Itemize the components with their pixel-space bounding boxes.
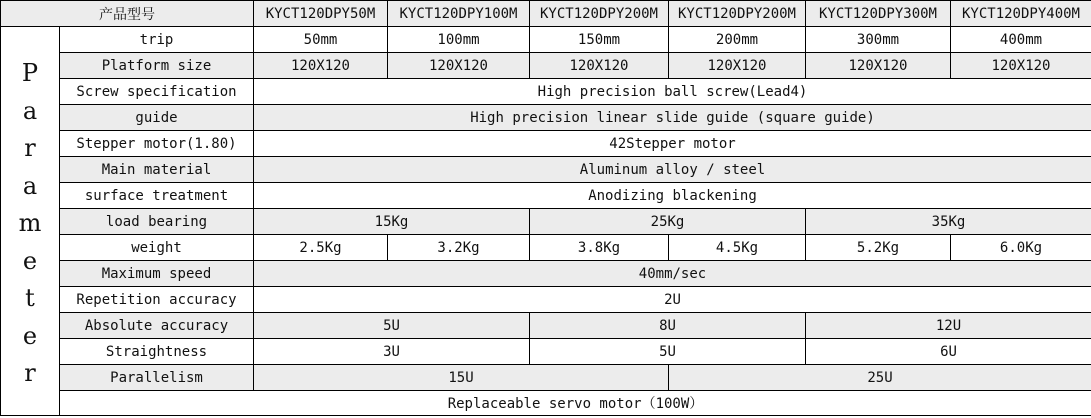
weight-value: 3.2Kg (388, 235, 530, 261)
table-row (1, 27, 1091, 53)
trip-value: 50mm (254, 27, 388, 53)
row-label-trip: trip (60, 27, 254, 53)
guide-value: High precision linear slide guide (square guide) (254, 105, 1091, 131)
row-label-screw: Screw specification (60, 79, 254, 105)
row-label-straightness: Straightness (60, 339, 254, 365)
table-row (1, 313, 1091, 339)
straightness-value: 5U (530, 339, 806, 365)
table-row (1, 53, 1091, 79)
row-label-guide: guide (60, 105, 254, 131)
model-name: KYCT120DPY200M (669, 1, 806, 27)
side-letter: e (22, 321, 38, 350)
trip-value: 300mm (806, 27, 951, 53)
table-row (1, 79, 1091, 105)
straightness-value: 6U (806, 339, 1091, 365)
model-name: KYCT120DPY200M (530, 1, 669, 27)
table-row (1, 235, 1091, 261)
side-letter: P (21, 59, 39, 87)
straightness-value: 3U (254, 339, 530, 365)
repetition-accuracy-value: 2U (254, 287, 1091, 313)
table-row (1, 131, 1091, 157)
weight-value: 2.5Kg (254, 235, 388, 261)
trip-value: 150mm (530, 27, 669, 53)
surface-treatment-value: Anodizing blackening (254, 183, 1091, 209)
main-material-value: Aluminum alloy / steel (254, 157, 1091, 183)
side-letter: a (22, 96, 38, 125)
maximum-speed-value: 40mm/sec (254, 261, 1091, 287)
side-letter: t (25, 284, 35, 312)
table-row (1, 261, 1091, 287)
table-row (1, 365, 1091, 391)
row-label-platform-size: Platform size (60, 53, 254, 79)
row-label-stepper-motor: Stepper motor(1.80) (60, 131, 254, 157)
side-letter: a (22, 171, 38, 200)
table-row (1, 157, 1091, 183)
table-row (1, 183, 1091, 209)
trip-value: 400mm (951, 27, 1091, 53)
trip-value: 100mm (388, 27, 530, 53)
load-bearing-value: 15Kg (254, 209, 530, 235)
header-row (1, 1, 1091, 27)
table-row (1, 339, 1091, 365)
model-header-label: 产品型号 (1, 1, 254, 27)
row-label-absolute-accuracy: Absolute accuracy (60, 313, 254, 339)
table-row (1, 209, 1091, 235)
platform-size-value: 120X120 (388, 53, 530, 79)
row-label-parallelism: Parallelism (60, 365, 254, 391)
stepper-motor-value: 42Stepper motor (254, 131, 1091, 157)
side-letter: e (22, 246, 38, 275)
weight-value: 5.2Kg (806, 235, 951, 261)
parameter-side-label (1, 27, 60, 416)
trip-value: 200mm (669, 27, 806, 53)
model-name: KYCT120DPY400M (951, 1, 1091, 27)
row-label-main-material: Main material (60, 157, 254, 183)
platform-size-value: 120X120 (530, 53, 669, 79)
table-row (1, 287, 1091, 313)
weight-value: 4.5Kg (669, 235, 806, 261)
servo-motor-option: Replaceable servo motor（100W） (60, 391, 1091, 416)
weight-value: 3.8Kg (530, 235, 669, 261)
row-label-load-bearing: load bearing (60, 209, 254, 235)
side-letter: m (18, 209, 42, 237)
row-label-maximum-speed: Maximum speed (60, 261, 254, 287)
load-bearing-value: 25Kg (530, 209, 806, 235)
side-letter: r (24, 134, 36, 162)
platform-size-value: 120X120 (806, 53, 951, 79)
model-name: KYCT120DPY100M (388, 1, 530, 27)
model-name: KYCT120DPY300M (806, 1, 951, 27)
side-letter: r (24, 359, 36, 387)
absolute-accuracy-value: 8U (530, 313, 806, 339)
row-label-repetition-accuracy: Repetition accuracy (60, 287, 254, 313)
platform-size-value: 120X120 (669, 53, 806, 79)
screw-value: High precision ball screw(Lead4) (254, 79, 1091, 105)
platform-size-value: 120X120 (951, 53, 1091, 79)
model-name: KYCT120DPY50M (254, 1, 388, 27)
load-bearing-value: 35Kg (806, 209, 1091, 235)
parallelism-value: 15U (254, 365, 669, 391)
table-row (1, 391, 1091, 416)
row-label-weight: weight (60, 235, 254, 261)
weight-value: 6.0Kg (951, 235, 1091, 261)
table-row (1, 105, 1091, 131)
platform-size-value: 120X120 (254, 53, 388, 79)
absolute-accuracy-value: 12U (806, 313, 1091, 339)
parallelism-value: 25U (669, 365, 1091, 391)
row-label-surface-treatment: surface treatment (60, 183, 254, 209)
absolute-accuracy-value: 5U (254, 313, 530, 339)
